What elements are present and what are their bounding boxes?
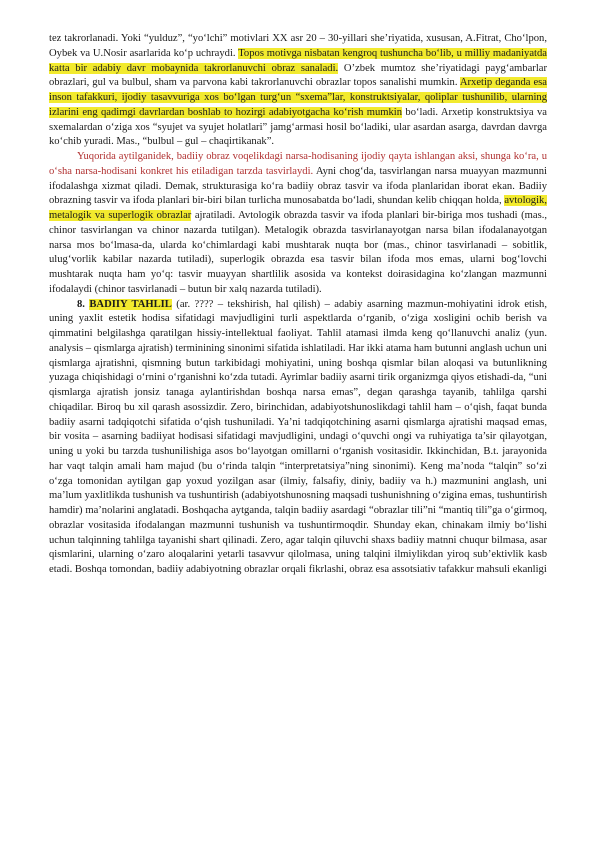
highlighted-text: BADIIY TAHLIL bbox=[89, 298, 172, 310]
paragraph bbox=[49, 150, 547, 298]
text-run: bo‘ladi. Arxetip konstruktsiya va sxemalardan o‘ziga xos “syujet va syujet holatlari” jamg‘armasi hosil bo‘ladiki, ular asardan asarga, davrdan davrga ko‘chib yuradi. Mas., “bulbul – gul – chaqirtikanak”. bbox=[49, 106, 547, 148]
text-run: (ar. ???? – tekshirish, hal qilish) – adabiy asarning mazmun-mohiyatini idrok etish, uning yaxlit estetik hodisa sifatidagi mavjudligini turli aspektlarda o‘rganib, o‘ziga xosligini ochib berish va qimmatini belgilashga qaratilgan hissiy-intellektual faoliyat. Tahlil atamasi ilmda keng qo‘llanuvchi analiz (yun. analysis – qismlarga ajratish) terminining sinonimi sifatida ishlatiladi. Har ikki atama ham butunni anglash uchun uni qismlarga ajratishni, qismning butun tarkibidagi mohiyatini, uning boshqa qismlar bilan aloqasi va butunlikning yuzaga chiqishidagi o‘rnini o‘rganishni ko‘zda tutadi. Ayrimlar badiiy asarni tirik organizmga qiyos etishadi-da, “uni qismlarga ajratish jonsiz tanaga aylantirishdan boshqa narsa emas”, degan qarashga tayanib, tahlilga qarshi chiqadilar. Biroq bu xil qarash asossizdir. Zero, birinchidan, adabiyotshunoslikdagi tahlil ham – o‘qish, faqat bunda badiiy asarni tadqiqotchi sifatida o‘qish tushuniladi. Ya’ni tadqiqotchining asarni qismlarga ajratishi maqsad emas, bir vosita – asarning badiiyat hodisasi sifatidagi mavjudligini, undagi o‘quvchi ongi va ruhiyatiga ta’sir qilayotgan, uning u yoki bu tarzda tushunilishiga asos bo‘layotgan omillarni o‘rganish vositasidir. Ikkinchidan, B.t. jarayonida har vaqt talqin amali ham majud (bu o‘rinda talqin “interpretatsiya”ning sinonimi). Keng ma’noda “talqin” so‘zi o‘zga tomonidan aytilgan gap yoxud yozilgan asar (ilmiy, falsafiy, diniy, badiiy va h.) mazmunini anglash, uni ma’lum yaxlitlikda tushunish va tushuntirish (adabiyotshunosning maqsadi tushunishning o‘zigina emas, tushuntirish hamdir) ma’nolarini anglatadi. Boshqacha aytganda, talqin badiiy asardagi “obrazlar tili”ni “mantiq tili”ga o‘girmoq, obrazlar vositasida ifodalangan mazmunni tushunish va tushuntirmoqdir. Shunday ekan, chinakam ilmiy bo‘lishi uchun talqinning tahlilga tayanishi shart qilinadi. Zero, agar talqin qiluvchi shaxs badiiy matnni chuqur bilmasa, asar qismlarini, ularning o‘zaro aloqalarini yetarli tasavvur qilolmasa, uning talqini ilmiylikdan yiroq sub’ektivlik kasb etadi. Boshqa tomondan, badiiy adabiyotning obrazlar orqali fikrlashi, obraz esa assotsiativ tafakkur mahsuli ekanligi bbox=[49, 298, 547, 575]
highlighted-text: 8. bbox=[77, 298, 90, 310]
highlighted-text: Arxetip deganda esa inson tafakkuri, ijodiy tasavvuriga xos bo‘lgan turg‘un “sxema”lar, konstruktsiyalar, qoliplar tushunilib, ularning izlarini eng qadimgi davrlardan boshlab to hozirgi adabiyotgacha ko‘rish mumkin bbox=[49, 77, 547, 118]
text-run: tez takrorlanadi. Yoki “yulduz”, “yo‘lchi” motivlari XX asr 20 – 30-yillari she’riyatida, xususan, A.Fitrat, Cho‘lpon, Oybek va U.Nosir asarlarida ko‘p uchraydi. bbox=[49, 33, 547, 59]
highlighted-text: avtologik, metalogik va superlogik obrazlar bbox=[49, 195, 547, 221]
highlighted-text: Topos motivga nisbatan kengroq tushuncha bo‘lib, u milliy madaniyatda katta bir adabiy davr mobaynida takrorlanuvchi obraz sanaladi. bbox=[49, 47, 547, 74]
text-run: Ayni chog‘da, tasvirlangan narsa muayyan mazmunni ifodalashga xizmat qiladi. Demak, strukturasiga ko‘ra badiiy obraz tasvir va ifoda planlaridan iborat ekan. Badiiy obrazning tasvir va ifoda planlari bir-biri bilan turlicha munosabatda bo‘ladi, shundan kelib chiqqan holda, bbox=[49, 165, 547, 207]
paragraph bbox=[49, 298, 547, 578]
text-run: O’zbek mumtoz she’riyatidagi payg‘ambarlar obrazlari, gul va bulbul, sham va parvona kabi takrorlanuvchi obrazlar topos sanalishi mumkin. bbox=[49, 62, 547, 89]
highlighted-text: Yuqorida aytilganidek, badiiy obraz voqelikdagi narsa-hodisaning ijodiy qayta ishlangan aksi, shunga ko‘ra, u o‘sha narsa-hodisani konkret his etiladigan tarzda tasvirlaydi. bbox=[49, 151, 547, 177]
paragraph bbox=[49, 32, 547, 150]
text-run: ajratiladi. Avtologik obrazda tasvir va ifoda planlari bir-biriga mos tushadi (mas., chinor tasvirlangan va chinor nazarda tutilgan). Metalogik obrazda tasvirlanayotgan narsa bilan ifodalanayotgan narsa mos bo‘lmasa-da, ularda ko‘chimlardagi kabi mushtarak nuqta bor (mas., chinor tasvirlanadi – sobitlik, ulug‘vorlik kabilar nazarda tutiladi), superlogik obrazda esa tasvir bilan ifoda mos emas, ularni bog‘lovchi mushtarak nuqta ham yo‘q: tasvir muayyan shartlilik asosida va kontekst doirasidagina ko‘zlangan mazmunni ifodalaydi (chinor tasvirlanadi – butun bir xalq nazarda tutiladi). bbox=[49, 210, 547, 295]
document-body bbox=[49, 32, 547, 578]
